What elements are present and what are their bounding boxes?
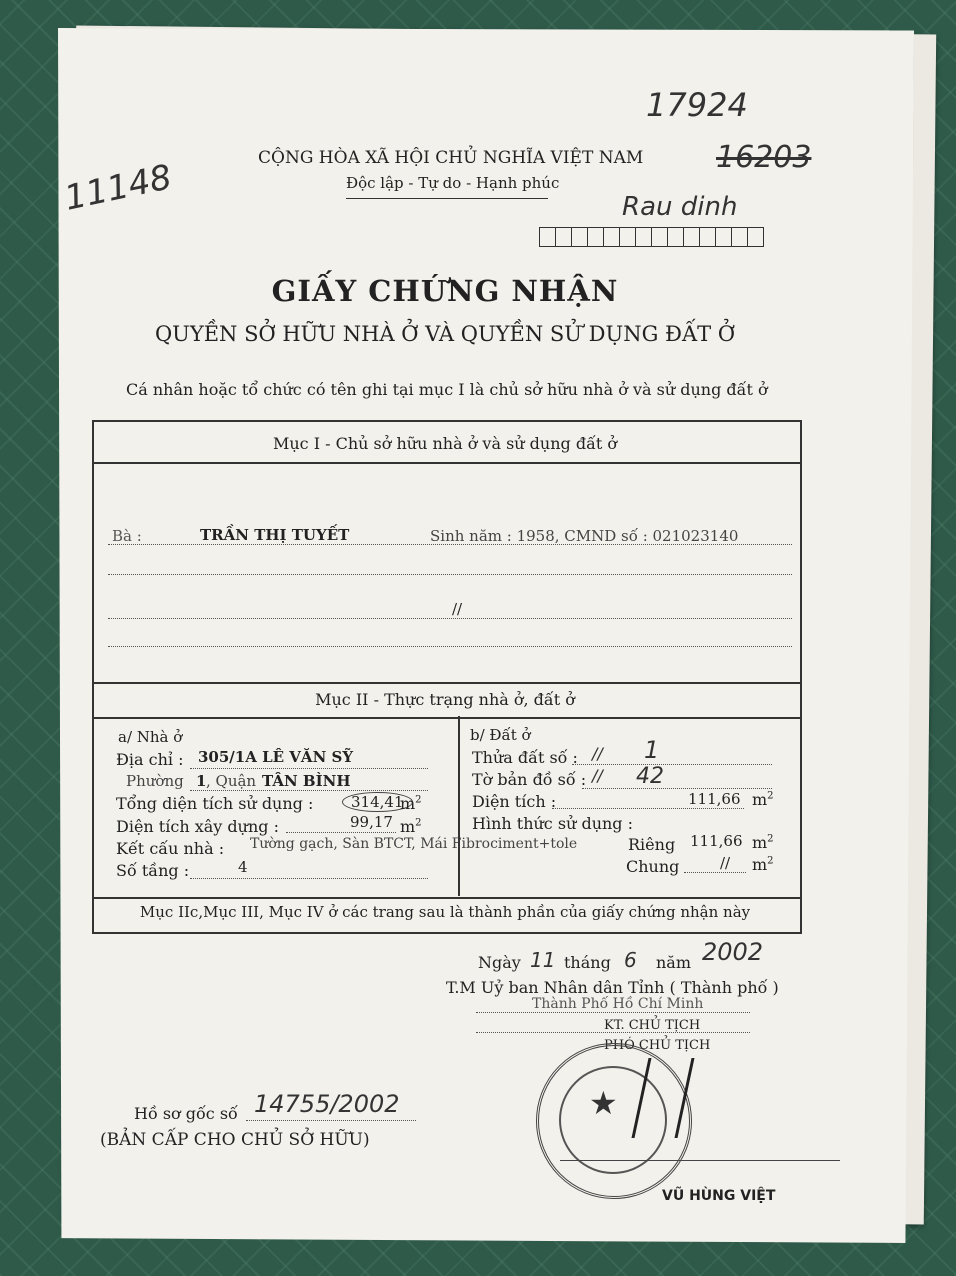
build-area-value: 99,17 [350,813,393,831]
unit-sup: 2 [767,833,774,845]
map-value: 42 [636,764,664,789]
section2-heading: Mục II - Thực trạng nhà ở, đất ở [315,690,575,709]
structure-value: Tường gạch, Sàn BTCT, Mái Fibrociment+tole [250,836,578,852]
blank-mark: // [452,600,463,618]
dotted-line [572,764,772,765]
private-label: Riêng [628,835,676,854]
signature-underline [560,1160,840,1161]
structure-label: Kết cấu nhà : [116,839,225,858]
date-month: 6 [624,948,637,972]
column-divider [458,716,460,896]
owner-birth-id: Sinh năm : 1958, CMND số : 021023140 [430,527,739,545]
unit-sup: 2 [415,794,422,806]
land-area-value: 111,66 [688,790,741,808]
divider [94,682,800,684]
star-icon: ★ [589,1084,618,1122]
owner-prefix: Bà : [112,527,142,545]
unit: m [752,833,768,852]
district-value: TÂN BÌNH [262,772,351,790]
role-kt: KT. CHỦ TỊCH [604,1018,701,1033]
country-name: CỘNG HÒA XÃ HỘI CHỦ NGHĨA VIỆT NAM [258,148,644,168]
intro-text: Cá nhân hoặc tổ chức có tên ghi tại mục I là chủ sở hữu nhà ở và sử dụng đất ở [126,380,768,399]
floors-label: Số tầng : [116,861,190,880]
handwritten-number-second: 16203 [716,140,812,175]
month-label: tháng [564,953,611,972]
land-area-label: Diện tích : [472,792,557,811]
ward-value: 1 [196,772,207,790]
handwritten-number-left: 11148 [61,157,176,219]
section1-heading: Mục I - Chủ sở hữu nhà ở và sử dụng đất ở [272,434,618,453]
unit: m [400,817,416,836]
usage-label: Hình thức sử dụng : [472,814,634,833]
common-value: // [720,854,731,872]
dotted-line [286,832,396,833]
unit: m [752,790,768,809]
divider [94,897,800,899]
total-area-value: 314,41 [342,792,413,812]
dotted-line [108,618,792,619]
private-unit [752,833,774,852]
copy-note: (BẢN CẤP CHO CHỦ SỞ HỮU) [100,1130,370,1150]
motto: Độc lập - Tự do - Hạnh phúc [346,174,560,192]
motto-underline [346,198,548,199]
date-day: 11 [530,948,556,972]
common-unit [752,855,774,874]
year-label: năm [656,953,692,972]
dotted-line [246,1120,416,1121]
unit: m [752,855,768,874]
dotted-line [552,808,744,809]
handwritten-note: Rau dinh [622,192,738,222]
id-number-cells [540,227,764,247]
city: Thành Phố Hồ Chí Minh [532,996,704,1012]
section2-footer: Mục IIc,Mục III, Mục IV ở các trang sau là thành phần của giấy chứng nhận này [139,903,751,921]
unit-sup: 2 [767,790,774,802]
dotted-line [108,646,792,647]
dotted-line [108,544,792,545]
private-value: 111,66 [690,832,743,850]
unit-sup: 2 [415,817,422,829]
dotted-line [476,1012,750,1013]
dotted-line [190,878,428,879]
district-label: , Quận [206,772,257,790]
dotted-line [190,790,428,791]
divider [94,462,800,464]
land-label: b/ Đất ở [470,726,531,744]
floors-value: 4 [238,858,248,876]
parcel-mark: // [592,744,603,763]
parcel-label: Thửa đất số : [472,748,578,767]
dotted-line [476,1032,750,1033]
date-prefix: Ngày [478,953,521,972]
date-year: 2002 [702,938,764,966]
certificate-subtitle: QUYỀN SỞ HỮU NHÀ Ở VÀ QUYỀN SỬ DỤNG ĐẤT Ở [154,322,736,346]
dotted-line [190,768,428,769]
common-label: Chung [626,857,680,876]
map-mark: // [592,766,603,785]
address-value: 305/1A LÊ VĂN SỸ [198,748,354,766]
dotted-line [684,872,746,873]
handwritten-number-top: 17924 [646,86,748,124]
parcel-value: 1 [644,736,660,764]
file-label: Hồ sơ gốc số [134,1104,238,1123]
dotted-line [582,788,772,789]
unit-sup: 2 [767,855,774,867]
dotted-line [108,574,792,575]
owner-name: TRẦN THỊ TUYẾT [200,526,350,544]
signer-name: VŨ HÙNG VIỆT [662,1188,776,1204]
authority: T.M Uỷ ban Nhân dân Tỉnh ( Thành phố ) [446,978,779,997]
file-number: 14755/2002 [254,1090,400,1118]
total-area-unit [400,794,422,813]
land-area-unit [752,790,774,809]
role-vice: PHÓ CHỦ TỊCH [604,1038,711,1053]
build-area-unit [400,817,422,836]
total-area-label: Tổng diện tích sử dụng : [116,794,314,813]
divider [94,717,800,719]
address-label: Địa chỉ : [116,750,184,769]
unit: m [400,794,416,813]
ward-label: Phường [126,772,184,790]
map-label: Tờ bản đồ số : [472,770,587,789]
build-area-label: Diện tích xây dựng : [116,817,279,836]
certificate-title: GIẤY CHỨNG NHẬN [271,274,619,308]
house-label: a/ Nhà ở [118,728,183,746]
